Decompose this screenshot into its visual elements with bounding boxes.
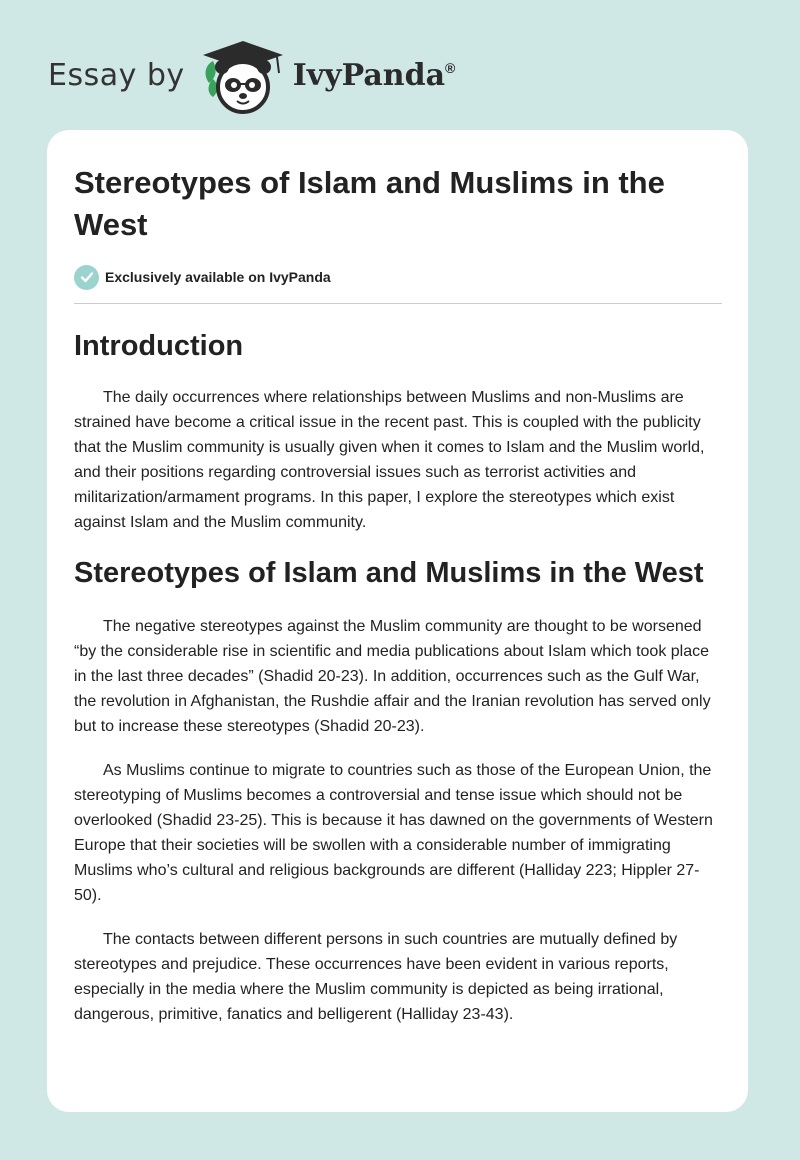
paragraph: As Muslims continue to migrate to countries such as those of the European Union, the stereotyping of Muslims becomes a controversial and tense issue which should not be overlooked (Shadid 23-25). This is because it has dawned on the governments of Western Europe that their societies will be swollen with a considerable number of immigrating Muslims who’s cultural and religious backgrounds are different (Halliday 223; Hippler 27-50). [74,762,713,904]
exclusive-label: Exclusively available on IvyPanda [105,269,331,285]
brand-name[interactable] [293,58,456,93]
check-icon [74,265,99,290]
divider [74,303,722,304]
paragraph: The negative stereotypes against the Muslim community are thought to be worsened “by the considerable rise in scientific and media publications about Islam which took place in the last three decades” (Shadid 20-23). In addition, occurrences such as the Gulf War, the revolution in Afghanistan, the Rushdie affair and the Iranian revolution has served only but to increase these stereotypes (Shadid 20-23). [74,618,711,735]
panda-logo-icon[interactable] [199,35,287,115]
exclusive-badge [74,263,722,291]
section-heading-stereotypes: Stereotypes of Islam and Muslims in the West [74,557,704,589]
paragraph: The daily occurrences where relationships between Muslims and non-Muslims are strained have become a critical issue in the recent past. This is coupled with the publicity that the Muslim community is usually given when it comes to Islam and the Muslim world, and their positions regarding controversial issues such as terrorist activities and militarization/armament programs. In this paper, I explore the stereotypes which exist against Islam and the Muslim community. [74,389,705,531]
essay-title: Stereotypes of Islam and Muslims in the West [74,165,665,242]
brand-text: IvyPanda [292,57,446,93]
section-heading-introduction: Introduction [74,330,244,362]
site-header [48,30,455,120]
paragraph: The contacts between different persons in such countries are mutually defined by stereotypes and prejudice. These occurrences have been evident in various reports, especially in the media where the Muslim community is depicted as being irrational, dangerous, primitive, fanatics and belligerent (Halliday 23-43). [74,931,678,1023]
registered-mark: ® [445,59,456,76]
essay-by-label: Essay by [48,57,185,93]
essay-card [47,130,748,1112]
